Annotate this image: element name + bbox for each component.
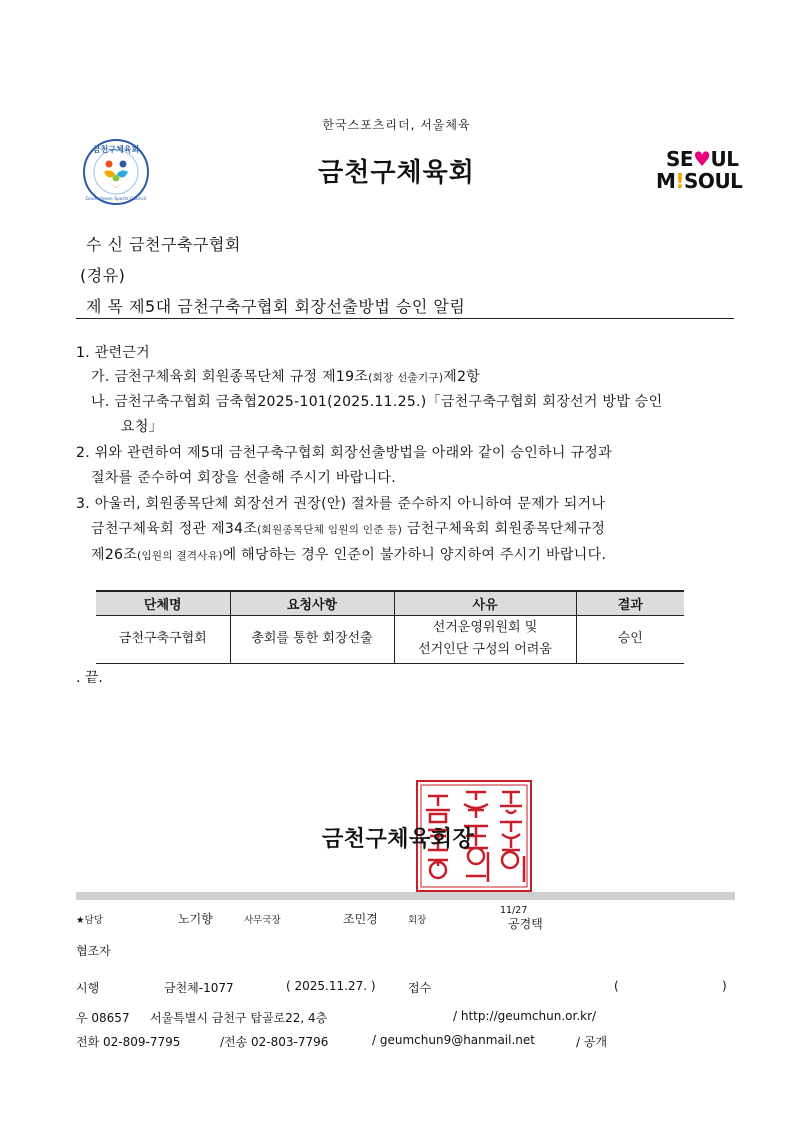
phone: 전화 02-809-7795 [76, 1035, 181, 1049]
drafter-name: 노기향 [178, 912, 213, 926]
item3-line3: 제26조(임원의 결격사유)에 해당하는 경우 인준이 불가하니 양지하여 주시기 바랍니다. [91, 547, 607, 563]
end-mark: . 끝. [76, 670, 103, 686]
recipient-line: 수 신 금천구축구협회 [86, 235, 241, 254]
item1-a: 가. 금천구체육회 회원종목단체 규정 제19조(회장 선출기구)제2항 [91, 369, 481, 385]
address: 서울특별시 금천구 탑골로22, 4층 [150, 1011, 328, 1025]
postal-code: 우 08657 [76, 1011, 130, 1025]
heart-icon: ♥ [693, 147, 711, 171]
approval-table [96, 590, 684, 664]
org-title: 금천구체육회 [318, 158, 475, 188]
enforce-number: 금천체-1077 [164, 981, 234, 995]
cell-request: 총회를 통한 회장선출 [230, 615, 394, 663]
cell-reason: 선거운영위원회 및 선거인단 구성의 어려움 [394, 615, 576, 663]
item1-b-line2: 요청」 [121, 419, 163, 435]
email-link[interactable]: / geumchun9@hanmail.net [372, 1033, 535, 1047]
col-header-result: 결과 [576, 591, 684, 615]
website-link[interactable]: / http://geumchun.or.kr/ [453, 1009, 597, 1023]
approval-date: 11/27 [500, 905, 528, 916]
col-header-request: 요청사항 [230, 591, 394, 615]
approver-label: 회장 [408, 915, 427, 926]
col-header-org: 단체명 [96, 591, 230, 615]
footer-divider [76, 892, 735, 900]
col-header-reason: 사유 [394, 591, 576, 615]
emblem-text-en: Geumcheon Sports Council [85, 197, 147, 202]
enforce-label: 시행 [76, 981, 100, 995]
fax: /전송 02-803-7796 [220, 1035, 329, 1049]
seoul-my-soul-logo: SE♥UL M!SOUL [656, 147, 743, 193]
cell-org: 금천구축구협회 [96, 615, 230, 663]
receipt-close: ) [722, 979, 727, 993]
item1-b-line1: 나. 금천구축구협회 금축협2025-101(2025.11.25.)「금천구축구협회 회장선거 방밥 승인 [91, 394, 663, 410]
divider [76, 318, 734, 319]
cooperator-label: 협조자 [76, 944, 111, 958]
item2-line2: 절차를 준수하여 회장을 선출해 주시기 바랍니다. [91, 470, 396, 486]
item3-line1: 3. 아울러, 회원종목단체 회장선거 권장(안) 절차를 준수하지 아니하여 문제가 되거나 [76, 496, 606, 512]
signer-title: 금천구체육회장 [322, 827, 475, 852]
reviewer-name: 조민경 [343, 912, 378, 926]
item1-title: 1. 관련근거 [76, 345, 151, 361]
reviewer-label: 사무국장 [244, 915, 281, 926]
disclosure: / 공개 [576, 1035, 608, 1049]
subject-line: 제 목 제5대 금천구축구협회 회장선출방법 승인 알림 [86, 297, 466, 316]
table-header-row [96, 591, 684, 615]
via-line: (경유) [80, 266, 126, 285]
cell-result: 승인 [576, 615, 684, 663]
item3-line2: 금천구체육회 정관 제34조(회원종목단체 임원의 인준 등) 금천구체육회 회원종목단체규정 [91, 521, 606, 537]
table-row [96, 615, 684, 663]
drafter-label: ★담당 [76, 915, 103, 926]
receipt-label: 접수 [408, 981, 432, 995]
receipt-open: ( [614, 979, 619, 993]
approver-name: 공경택 [508, 917, 543, 931]
slogan: 한국스포츠리더, 서울체육 [322, 118, 471, 132]
enforce-date: ( 2025.11.27. ) [286, 979, 376, 993]
item2-line1: 2. 위와 관련하여 제5대 금천구축구협회 회장선출방법을 아래와 같이 승인하니 규정과 [76, 445, 612, 461]
emblem-text: 금천구체육회 [92, 145, 140, 154]
